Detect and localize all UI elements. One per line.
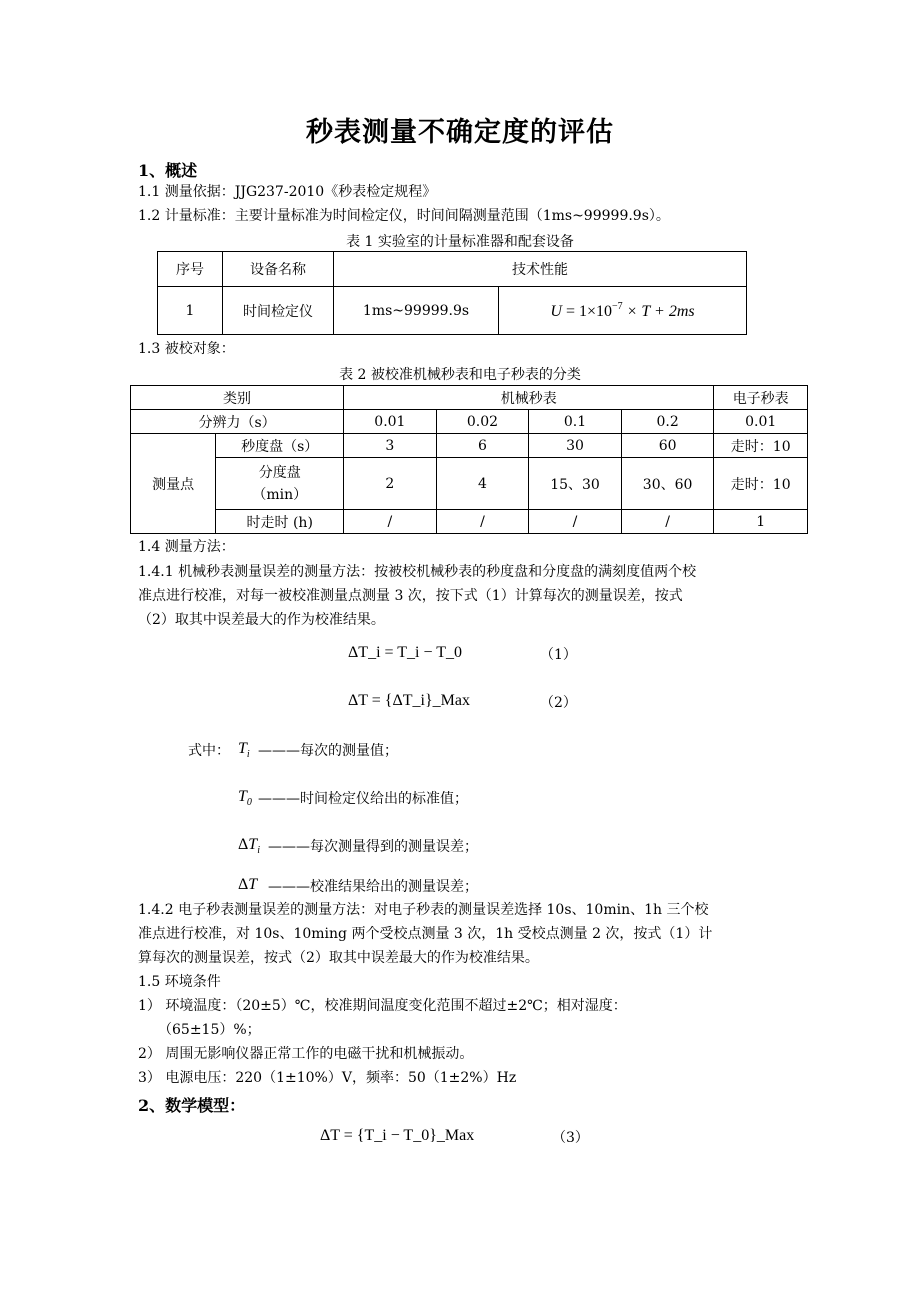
equation-2-number: （2） bbox=[540, 695, 577, 711]
table2-measure-point: 测量点 bbox=[131, 434, 216, 534]
section-1-heading: 1、概述 bbox=[138, 161, 198, 180]
paragraph-1-4-1-line: （2）取其中误差最大的作为校准结果。 bbox=[138, 612, 385, 628]
line-1-4: 1.4 测量方法： bbox=[138, 539, 235, 555]
paragraph-1-4-2-line: 准点进行校准，对 10s、10ming 两个受校点测量 3 次，1h 受校点测量 2 次，按式（1）计 bbox=[138, 926, 713, 942]
table-2 bbox=[130, 385, 808, 534]
table2-cell: / bbox=[436, 510, 529, 534]
table2-row-label: 时走时 (h) bbox=[216, 510, 344, 534]
table2-header-elec: 电子秒表 bbox=[714, 386, 808, 410]
line-1-2: 1.2 计量标准：主要计量标准为时间检定仪，时间间隔测量范围（1ms~99999.9s）。 bbox=[138, 208, 670, 224]
equation-1: ΔT_i = T_i − T_0 bbox=[348, 644, 462, 661]
definition-ti: ———每次的测量值； bbox=[258, 743, 398, 759]
symbol-t0: $T_0$ bbox=[238, 788, 252, 808]
table1-caption: 表 1 实验室的计量标准器和配套设备 bbox=[346, 234, 574, 250]
table1-cell-device: 时间检定仪 bbox=[223, 287, 334, 335]
paragraph-1-4-2-line: 1.4.2 电子秒表测量误差的测量方法：对电子秒表的测量误差选择 10s、10min、1h 三个校 bbox=[138, 902, 709, 918]
paragraph-1-4-2-line: 算每次的测量误差，按式（2）取其中误差最大的作为校准结果。 bbox=[138, 950, 539, 966]
table2-cell: 3 bbox=[344, 434, 437, 458]
table2-header-category: 类别 bbox=[131, 386, 344, 410]
table2-row-label: 分度盘（min） bbox=[216, 458, 344, 510]
line-1-5: 1.5 环境条件 bbox=[138, 974, 221, 990]
definition-delta-ti: ———每次测量得到的测量误差； bbox=[268, 839, 478, 855]
paragraph-1-4-1-line: 1.4.1 机械秒表测量误差的测量方法：按被校机械秒表的秒度盘和分度盘的满刻度值两个校 bbox=[138, 564, 697, 580]
table2-res-cell: 0.01 bbox=[344, 410, 437, 434]
environment-line: 3） 电源电压：220（1±10%）V，频率：50（1±2%）Hz bbox=[138, 1070, 517, 1086]
environment-line: （65±15）%； bbox=[158, 1022, 261, 1038]
environment-line: 1） 环境温度：（20±5）℃，校准期间温度变化范围不超过±2℃；相对湿度： bbox=[138, 998, 627, 1014]
table1-cell-range: 1ms~99999.9s bbox=[334, 287, 499, 335]
table2-res-label: 分辨力（s） bbox=[131, 410, 344, 434]
definition-t0: ———时间检定仪给出的标准值； bbox=[258, 791, 468, 807]
paragraph-1-4-1-line: 准点进行校准，对每一被校准测量点测量 3 次，按下式（1）计算每次的测量误差，按式 bbox=[138, 588, 683, 604]
line-1-3: 1.3 被校对象： bbox=[138, 341, 235, 357]
table2-cell: 走时：10 bbox=[714, 458, 808, 510]
equation-3: ΔT = {T_i − T_0}_Max bbox=[320, 1127, 475, 1144]
table2-cell: 30、60 bbox=[621, 458, 714, 510]
table1-cell-no: 1 bbox=[158, 287, 223, 335]
definitions-intro: 式中： bbox=[188, 743, 230, 759]
table2-cell: 6 bbox=[436, 434, 529, 458]
table1-cell-formula: $U = 1\times 10^{-7} \times T + 2ms$ bbox=[499, 287, 747, 335]
equation-1-number: （1） bbox=[540, 647, 577, 663]
table2-row-label: 秒度盘（s） bbox=[216, 434, 344, 458]
equation-2: ΔT = {ΔT_i}_Max bbox=[348, 692, 470, 709]
table2-cell: / bbox=[529, 510, 622, 534]
table2-cell: 30 bbox=[529, 434, 622, 458]
table2-cell: 15、30 bbox=[529, 458, 622, 510]
equation-3-number: （3） bbox=[552, 1130, 589, 1146]
table2-res-cell: 0.01 bbox=[714, 410, 808, 434]
table-1 bbox=[157, 251, 747, 335]
table2-cell: 60 bbox=[621, 434, 714, 458]
table1-header-spec: 技术性能 bbox=[334, 252, 747, 287]
table2-caption: 表 2 被校准机械秒表和电子秒表的分类 bbox=[339, 367, 581, 383]
symbol-delta-t: ΔT bbox=[238, 876, 258, 893]
table2-cell: / bbox=[344, 510, 437, 534]
line-1-1: 1.1 测量依据：JJG237-2010《秒表检定规程》 bbox=[138, 184, 437, 200]
table1-header-device: 设备名称 bbox=[223, 252, 334, 287]
environment-line: 2） 周围无影响仪器正常工作的电磁干扰和机械振动。 bbox=[138, 1046, 474, 1062]
definition-delta-t: ———校准结果给出的测量误差； bbox=[268, 879, 478, 895]
table1-header-no: 序号 bbox=[158, 252, 223, 287]
table2-res-cell: 0.2 bbox=[621, 410, 714, 434]
symbol-delta-ti: $\Delta T_i$ bbox=[238, 836, 260, 856]
table2-cell: 2 bbox=[344, 458, 437, 510]
table2-header-mech: 机械秒表 bbox=[344, 386, 714, 410]
table2-cell: 走时：10 bbox=[714, 434, 808, 458]
table2-res-cell: 0.02 bbox=[436, 410, 529, 434]
symbol-ti: $T_i$ bbox=[238, 740, 250, 760]
table2-res-cell: 0.1 bbox=[529, 410, 622, 434]
table2-cell: / bbox=[621, 510, 714, 534]
table2-cell: 4 bbox=[436, 458, 529, 510]
page-title: 秒表测量不确定度的评估 bbox=[306, 117, 614, 148]
table2-cell: 1 bbox=[714, 510, 808, 534]
section-2-heading: 2、数学模型： bbox=[138, 1096, 246, 1115]
